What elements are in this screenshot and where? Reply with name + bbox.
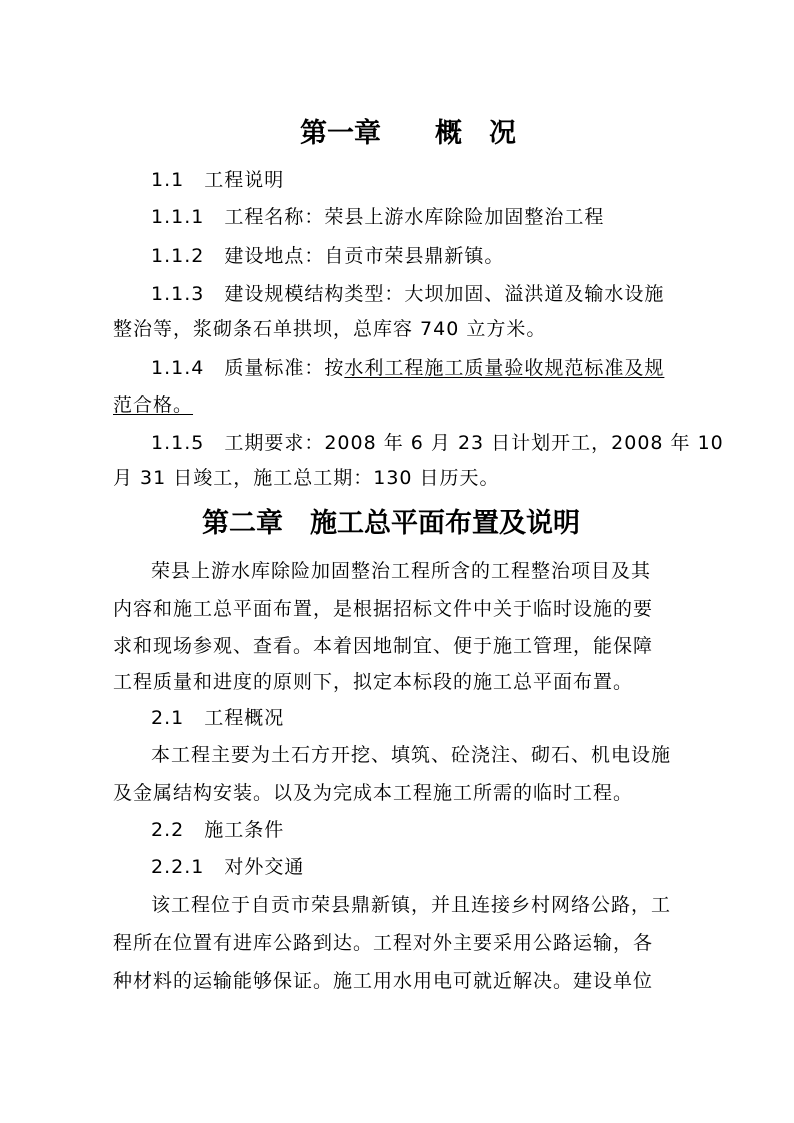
chapter-2-intro-line-2: 内容和施工总平面布置，是根据招标文件中关于临时设施的要 xyxy=(113,598,654,620)
section-2-2-1-line-2: 程所在位置有进库公路到达。工程对外主要采用公路运输，各 xyxy=(113,932,654,954)
section-1-1-4-line-2: 范合格。 xyxy=(113,394,194,416)
chapter-1-title: 第一章 概 况 xyxy=(300,118,516,149)
chapter-2-intro-line-1: 荣县上游水库除险加固整治工程所含的工程整治项目及其 xyxy=(151,560,652,582)
section-1-1-5-line-1: 1.1.5 工期要求：2008 年 6 月 23 日计划开工，2008 年 10 xyxy=(151,432,724,454)
section-2-2-1-line-1: 该工程位于自贡市荣县鼎新镇，并且连接乡村网络公路，工 xyxy=(151,894,672,916)
chapter-2-intro-line-4: 工程质量和进度的原则下，拟定本标段的施工总平面布置。 xyxy=(113,671,634,693)
section-1-1-1: 1.1.1 工程名称：荣县上游水库除险加固整治工程 xyxy=(151,206,605,228)
quality-standard-link-text: 水利工程施工质量验收规范标准及规 xyxy=(344,357,665,379)
section-1-1-3-line-2: 整治等，浆砌条石单拱坝，总库容 740 立方米。 xyxy=(113,318,547,340)
section-1-1-2: 1.1.2 建设地点：自贡市荣县鼎新镇。 xyxy=(151,245,505,267)
chapter-2-intro-line-3: 求和现场参观、查看。本着因地制宜、便于施工管理，能保障 xyxy=(113,635,654,657)
section-1-1-5-line-2: 月 31 日竣工，施工总工期：130 日历天。 xyxy=(113,467,500,489)
chapter-2-title: 第二章 施工总平面布置及说明 xyxy=(202,508,580,539)
section-1-1-4-prefix: 1.1.4 质量标准：按 xyxy=(151,357,345,379)
section-2-1-line-1: 本工程主要为土石方开挖、填筑、砼浇注、砌石、机电设施 xyxy=(151,744,672,766)
section-2-2-heading: 2.2 施工条件 xyxy=(151,819,285,841)
section-2-2-1-line-3: 种材料的运输能够保证。施工用水用电可就近解决。建设单位 xyxy=(113,970,654,992)
section-1-1-3-line-1: 1.1.3 建设规模结构类型：大坝加固、溢洪道及输水设施 xyxy=(151,283,665,305)
section-2-2-1-heading: 2.2.1 对外交通 xyxy=(151,856,305,878)
section-2-1-heading: 2.1 工程概况 xyxy=(151,707,285,729)
section-2-1-line-2: 及金属结构安装。以及为完成本工程施工所需的临时工程。 xyxy=(113,782,634,804)
section-1-1-heading: 1.1 工程说明 xyxy=(151,169,285,191)
section-1-1-4-line-1 xyxy=(151,356,664,380)
